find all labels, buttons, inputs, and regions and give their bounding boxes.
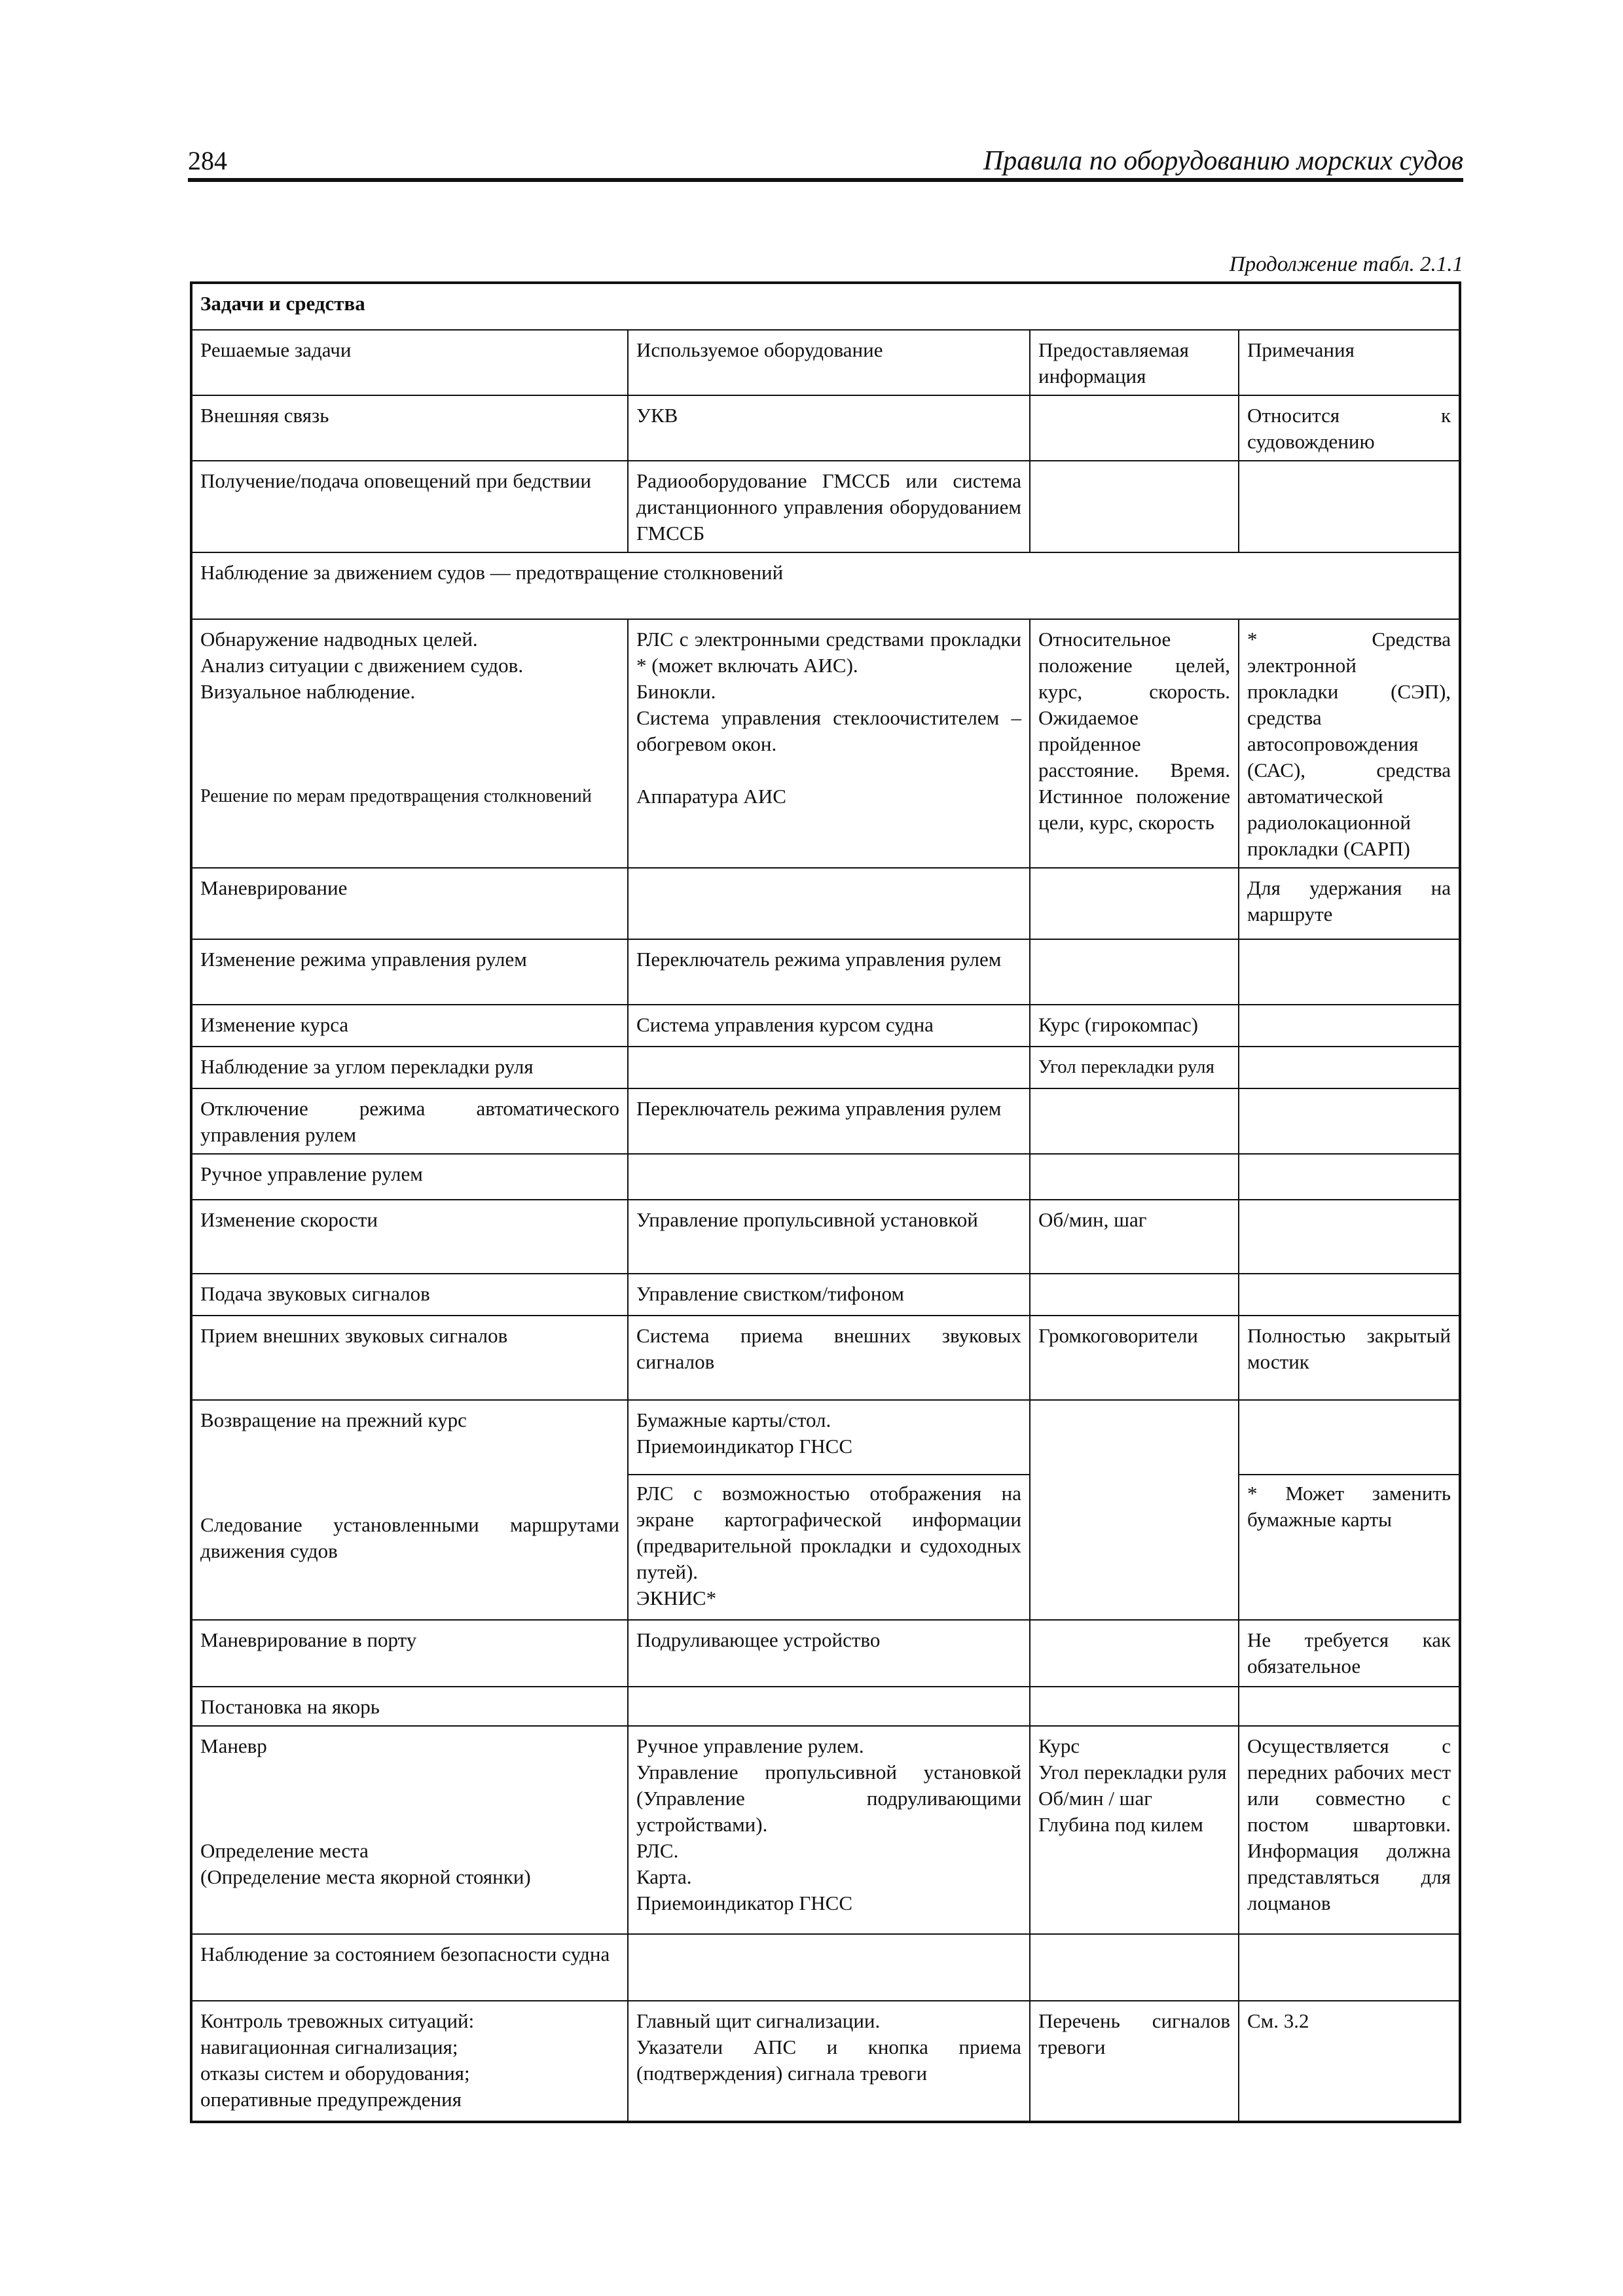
cell-task: Ручное управление рулем bbox=[191, 1154, 628, 1200]
cell-equipment bbox=[628, 868, 1030, 939]
cell-info bbox=[1030, 1620, 1239, 1687]
column-header-row bbox=[191, 330, 1460, 395]
cell-equipment bbox=[628, 1047, 1030, 1088]
cell-note bbox=[1239, 1934, 1460, 2001]
task-follow-routes: Следование установленными маршрутами движения судов bbox=[200, 1513, 619, 1562]
equip-manual-steering: Ручное управление рулем. bbox=[636, 1734, 864, 1757]
cell-equipment: Переключатель режима управления рулем bbox=[628, 1088, 1030, 1154]
cell-note: Полностью закрытый мостик bbox=[1239, 1316, 1460, 1400]
equip-ais: Аппаратура АИС bbox=[636, 785, 786, 808]
cell-info bbox=[1030, 939, 1239, 1005]
table-row bbox=[191, 1934, 1460, 2001]
cell-note: Осуществляется с передних рабочих мест или совместно с постом швартовки. Информация должна представляться для лоцманов bbox=[1239, 1726, 1460, 1934]
equip-binoculars: Бинокли. bbox=[636, 680, 716, 703]
cell-equipment bbox=[628, 1934, 1030, 2001]
col-header-tasks: Решаемые задачи bbox=[191, 330, 628, 395]
cell-info bbox=[1030, 1088, 1239, 1154]
table-row bbox=[191, 395, 1460, 461]
page-number: 284 bbox=[188, 146, 227, 175]
cell-info: Об/мин, шаг bbox=[1030, 1200, 1239, 1274]
table-row bbox=[191, 619, 1460, 868]
equip-radar-charts: РЛС с возможностью отображения на экране картографической информации (предварительной прокладки и судоходных путей). bbox=[636, 1482, 1021, 1583]
cell-info bbox=[1030, 1154, 1239, 1200]
table-row bbox=[191, 1620, 1460, 1687]
cell-task: Маневрирование в порту bbox=[191, 1620, 628, 1687]
header-rule bbox=[188, 178, 1463, 182]
cell-info: Громкоговорители bbox=[1030, 1316, 1239, 1400]
col-header-notes: Примечания bbox=[1239, 330, 1460, 395]
cell-equipment bbox=[628, 1687, 1030, 1726]
table-row bbox=[191, 1400, 1460, 1620]
task-traffic-analysis: Анализ ситуации с движением судов. bbox=[200, 654, 524, 677]
table-row bbox=[191, 1088, 1460, 1154]
cell-info bbox=[1030, 868, 1239, 939]
equip-wipers: Система управления стеклоочистителем – обогревом окон. bbox=[636, 706, 1021, 755]
cell-equipment bbox=[628, 2001, 1030, 2122]
equip-propulsion: Управление пропульсивной установкой (Управление подруливающими устройствами). bbox=[636, 1761, 1021, 1836]
cell-note bbox=[1239, 939, 1460, 1005]
cell-note bbox=[1239, 1400, 1460, 1620]
running-title: Правила по оборудованию морских судов bbox=[983, 146, 1463, 176]
equip-gnss: Приемоиндикатор ГНСС bbox=[636, 1435, 852, 1458]
cell-note: * Средства электронной прокладки (СЭП), средства автосопровождения (САС), средства автоматической радиолокационной прокладки (САРП) bbox=[1239, 619, 1460, 868]
task-anchor-position: (Определение места якорной стоянки) bbox=[200, 1865, 531, 1888]
info-depth: Глубина под килем bbox=[1038, 1813, 1203, 1836]
table-row bbox=[191, 2001, 1460, 2122]
cell-task: Изменение скорости bbox=[191, 1200, 628, 1274]
cell-equipment bbox=[628, 1400, 1030, 1620]
equip-gnss: Приемоиндикатор ГНСС bbox=[636, 1892, 852, 1914]
cell-equipment: Система приема внешних звуковых сигналов bbox=[628, 1316, 1030, 1400]
table-row bbox=[191, 1316, 1460, 1400]
cell-task bbox=[191, 2001, 628, 2122]
cell-task: Подача звуковых сигналов bbox=[191, 1274, 628, 1316]
table-row bbox=[191, 939, 1460, 1005]
cell-note bbox=[1239, 1088, 1460, 1154]
col-header-equipment: Используемое оборудование bbox=[628, 330, 1030, 395]
cell-note bbox=[1239, 1274, 1460, 1316]
task-collision-decision: Решение по мерам предотвращения столкновений bbox=[200, 786, 592, 806]
task-visual-watch: Визуальное наблюдение. bbox=[200, 680, 416, 703]
table-title: Задачи и средства bbox=[191, 283, 1460, 330]
cell-info: Перечень сигналов тревоги bbox=[1030, 2001, 1239, 2122]
task-position: Определение места bbox=[200, 1839, 369, 1862]
cell-task: Наблюдение за состоянием безопасности судна bbox=[191, 1934, 628, 2001]
cell-equipment bbox=[628, 1154, 1030, 1200]
equip-aps-indicators: Указатели АПС и кнопка приема (подтверждения) сигнала тревоги bbox=[636, 2036, 1021, 2085]
equip-radar: РЛС с электронными средствами прокладки * (может включать АИС). bbox=[636, 628, 1021, 677]
table-row bbox=[191, 1687, 1460, 1726]
task-nav-alarms: навигационная сигнализация; bbox=[200, 2036, 458, 2058]
cell-info bbox=[1030, 395, 1239, 461]
table-row bbox=[191, 461, 1460, 552]
cell-note bbox=[1239, 461, 1460, 552]
cell-equipment: Управление свистком/тифоном bbox=[628, 1274, 1030, 1316]
cell-note bbox=[1239, 1005, 1460, 1047]
cell-task: Изменение курса bbox=[191, 1005, 628, 1047]
table-caption: Продолжение табл. 2.1.1 bbox=[1229, 253, 1463, 276]
cell-note: Относится к судовождению bbox=[1239, 395, 1460, 461]
col-header-info: Предоставляемая информация bbox=[1030, 330, 1239, 395]
cell-equipment: УКВ bbox=[628, 395, 1030, 461]
table-row bbox=[191, 1005, 1460, 1047]
equip-radar: РЛС. bbox=[636, 1839, 679, 1862]
cell-note bbox=[1239, 1200, 1460, 1274]
equip-ecdis: ЭКНИС* bbox=[636, 1587, 717, 1609]
cell-task: Наблюдение за углом перекладки руля bbox=[191, 1047, 628, 1088]
task-return-course: Возвращение на прежний курс bbox=[200, 1408, 467, 1431]
cell-task: Внешняя связь bbox=[191, 395, 628, 461]
table-row bbox=[191, 1726, 1460, 1934]
info-course: Курс bbox=[1038, 1734, 1080, 1757]
cell-equipment: Управление пропульсивной установкой bbox=[628, 1200, 1030, 1274]
table-row bbox=[191, 1200, 1460, 1274]
cell-info bbox=[1030, 1726, 1239, 1934]
equip-chart: Карта. bbox=[636, 1865, 692, 1888]
task-maneuver: Маневр bbox=[200, 1734, 267, 1757]
cell-info bbox=[1030, 1687, 1239, 1726]
section-title-collision: Наблюдение за движением судов — предотвращение столкновений bbox=[191, 552, 1460, 619]
table-title-row bbox=[191, 283, 1460, 330]
cell-task: Постановка на якорь bbox=[191, 1687, 628, 1726]
cell-equipment: Подруливающее устройство bbox=[628, 1620, 1030, 1687]
cell-task: Маневрирование bbox=[191, 868, 628, 939]
cell-info bbox=[1030, 1274, 1239, 1316]
cell-task: Прием внешних звуковых сигналов bbox=[191, 1316, 628, 1400]
cell-note: Для удержания на маршруте bbox=[1239, 868, 1460, 939]
section-row bbox=[191, 552, 1460, 619]
table-row bbox=[191, 1154, 1460, 1200]
cell-info: Угол перекладки руля bbox=[1030, 1047, 1239, 1088]
info-rpm-pitch: Об/мин / шаг bbox=[1038, 1787, 1153, 1810]
cell-note: См. 3.2 bbox=[1239, 2001, 1460, 2122]
tasks-table bbox=[190, 281, 1461, 2123]
cell-equipment bbox=[628, 1726, 1030, 1934]
cell-task: Отключение режима автоматического управления рулем bbox=[191, 1088, 628, 1154]
cell-note bbox=[1239, 1687, 1460, 1726]
info-rudder-angle: Угол перекладки руля bbox=[1038, 1761, 1227, 1784]
table-row bbox=[191, 1274, 1460, 1316]
cell-equipment: Радиооборудование ГМССБ или система дистанционного управления оборудованием ГМССБ bbox=[628, 461, 1030, 552]
page-header bbox=[188, 145, 1463, 182]
task-warnings: оперативные предупреждения bbox=[200, 2088, 462, 2111]
cell-note: Не требуется как обязательное bbox=[1239, 1620, 1460, 1687]
cell-task: Изменение режима управления рулем bbox=[191, 939, 628, 1005]
table-row bbox=[191, 1047, 1460, 1088]
cell-equipment bbox=[628, 619, 1030, 868]
cell-task: Получение/подача оповещений при бедствии bbox=[191, 461, 628, 552]
cell-task bbox=[191, 1726, 628, 1934]
cell-equipment: Система управления курсом судна bbox=[628, 1005, 1030, 1047]
task-failures: отказы систем и оборудования; bbox=[200, 2062, 470, 2085]
cell-info bbox=[1030, 1934, 1239, 2001]
cell-equipment: Переключатель режима управления рулем bbox=[628, 939, 1030, 1005]
note-ecdis: * Может заменить бумажные карты bbox=[1247, 1482, 1451, 1531]
task-detect-targets: Обнаружение надводных целей. bbox=[200, 628, 478, 651]
cell-note bbox=[1239, 1154, 1460, 1200]
cell-task bbox=[191, 1400, 628, 1620]
cell-info bbox=[1030, 1400, 1239, 1620]
equip-alarm-panel: Главный щит сигнализации. bbox=[636, 2009, 881, 2032]
cell-info bbox=[1030, 461, 1239, 552]
cell-info: Курс (гирокомпас) bbox=[1030, 1005, 1239, 1047]
task-alarm-control: Контроль тревожных ситуаций: bbox=[200, 2009, 475, 2032]
cell-info: Относительное положение целей, курс, скорость. Ожидаемое пройденное расстояние. Время. Истинное положение цели, курс, скорость bbox=[1030, 619, 1239, 868]
table-row bbox=[191, 868, 1460, 939]
cell-note bbox=[1239, 1047, 1460, 1088]
cell-task bbox=[191, 619, 628, 868]
equip-paper-charts: Бумажные карты/стол. bbox=[636, 1408, 831, 1431]
